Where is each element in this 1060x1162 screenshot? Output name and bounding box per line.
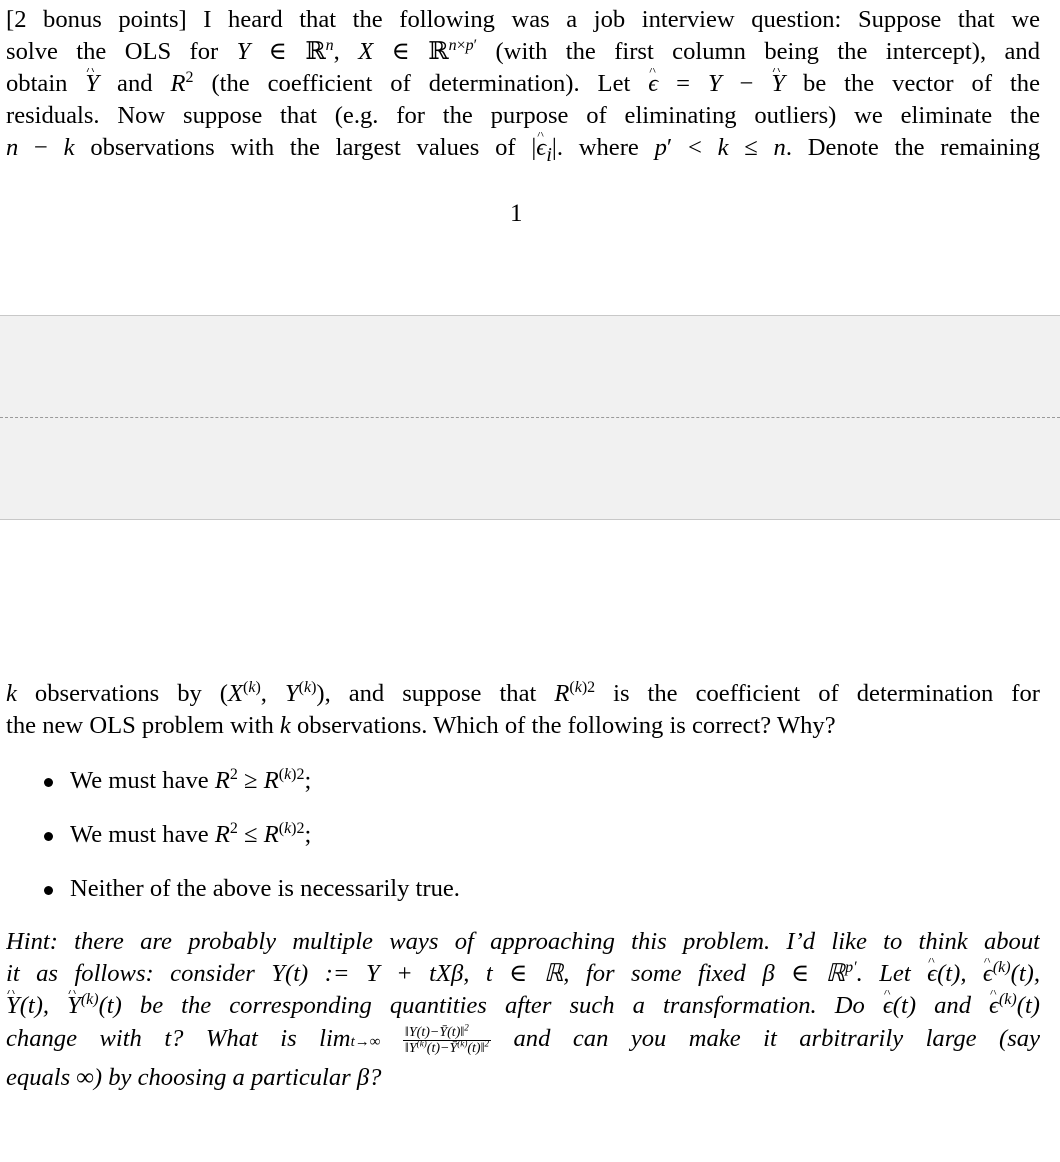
page-number: 1 (510, 200, 523, 227)
bullet-icon (44, 886, 53, 895)
option-2-text: We must have (70, 821, 209, 848)
option-3 (44, 870, 460, 924)
limit-fraction: $\frac{‖Y(t)-Ȳ(t)‖^2}{‖Y^{(k)}(t)-Ȳ^{(k)}(t)‖^2}$ (404, 1022, 490, 1056)
question-paragraph-2: k observations by ($X^{(k)}$, $Y^{(k)}$), and suppose that $R^{(k)2}$ is the coefficient of determination for the new OLS problem with k observations. Which of the following is correct? Why? (6, 678, 1040, 739)
hint-paragraph: Hint: there are probably multiple ways of approaching this problem. I’d like to think about it as follows: consider Y(t) := Y + tXβ, t ∈ ℝ, for some fixed β ∈ ℝ$^{p'}$. Let ^ ϵ(t), ^ $\epsilon^{(k)}(t)$, ^ Y(t), ^ $Y^{(k)}(t)$ be the corresponding quantities after such a transformation. Do ^ ϵ(t) and ^ $\epsilon^{(k)}(t)$ change with t? What is limt→∞ $\frac{‖Y(t)-Ȳ(t)‖^2}{‖Y^{(k)}(t)-Ȳ^{(k)}(t)‖^2}$ and can you make it arbitrarily large (say equals ∞) by choosing a particular β? (6, 926, 1040, 1094)
option-3-text: Neither of the above is necessarily true. (70, 875, 460, 902)
option-1: We must have $R^2 \ge R^{(k)2}$; (44, 762, 460, 816)
page-break (0, 315, 1060, 520)
answer-options (44, 762, 460, 924)
bullet-icon (44, 832, 53, 841)
bullet-icon (44, 778, 53, 787)
page-break-dashed-line (0, 417, 1060, 418)
option-1-text: We must have (70, 767, 209, 794)
question-paragraph-1: [2 bonus points] I heard that the following was a job interview question: Suppose that we solve the OLS for Y ∈ ℝ$^n$, X ∈ ℝ$^{n\times p'}$ (with the first column being the intercept), and obtain ^ Y and $R^2$ (the coefficient of determination). Let ^ ϵ = Y − ^ Y be the vector of the residuals. Now suppose that (e.g. for the purpose of eliminating outliers) we eliminate the n − k observations with the largest values of |^ $\epsilon_i|$. where p′ < k ≤ n. Denote the remaining (6, 4, 1040, 164)
option-2: We must have $R^2 \le R^{(k)2}$; (44, 816, 460, 870)
